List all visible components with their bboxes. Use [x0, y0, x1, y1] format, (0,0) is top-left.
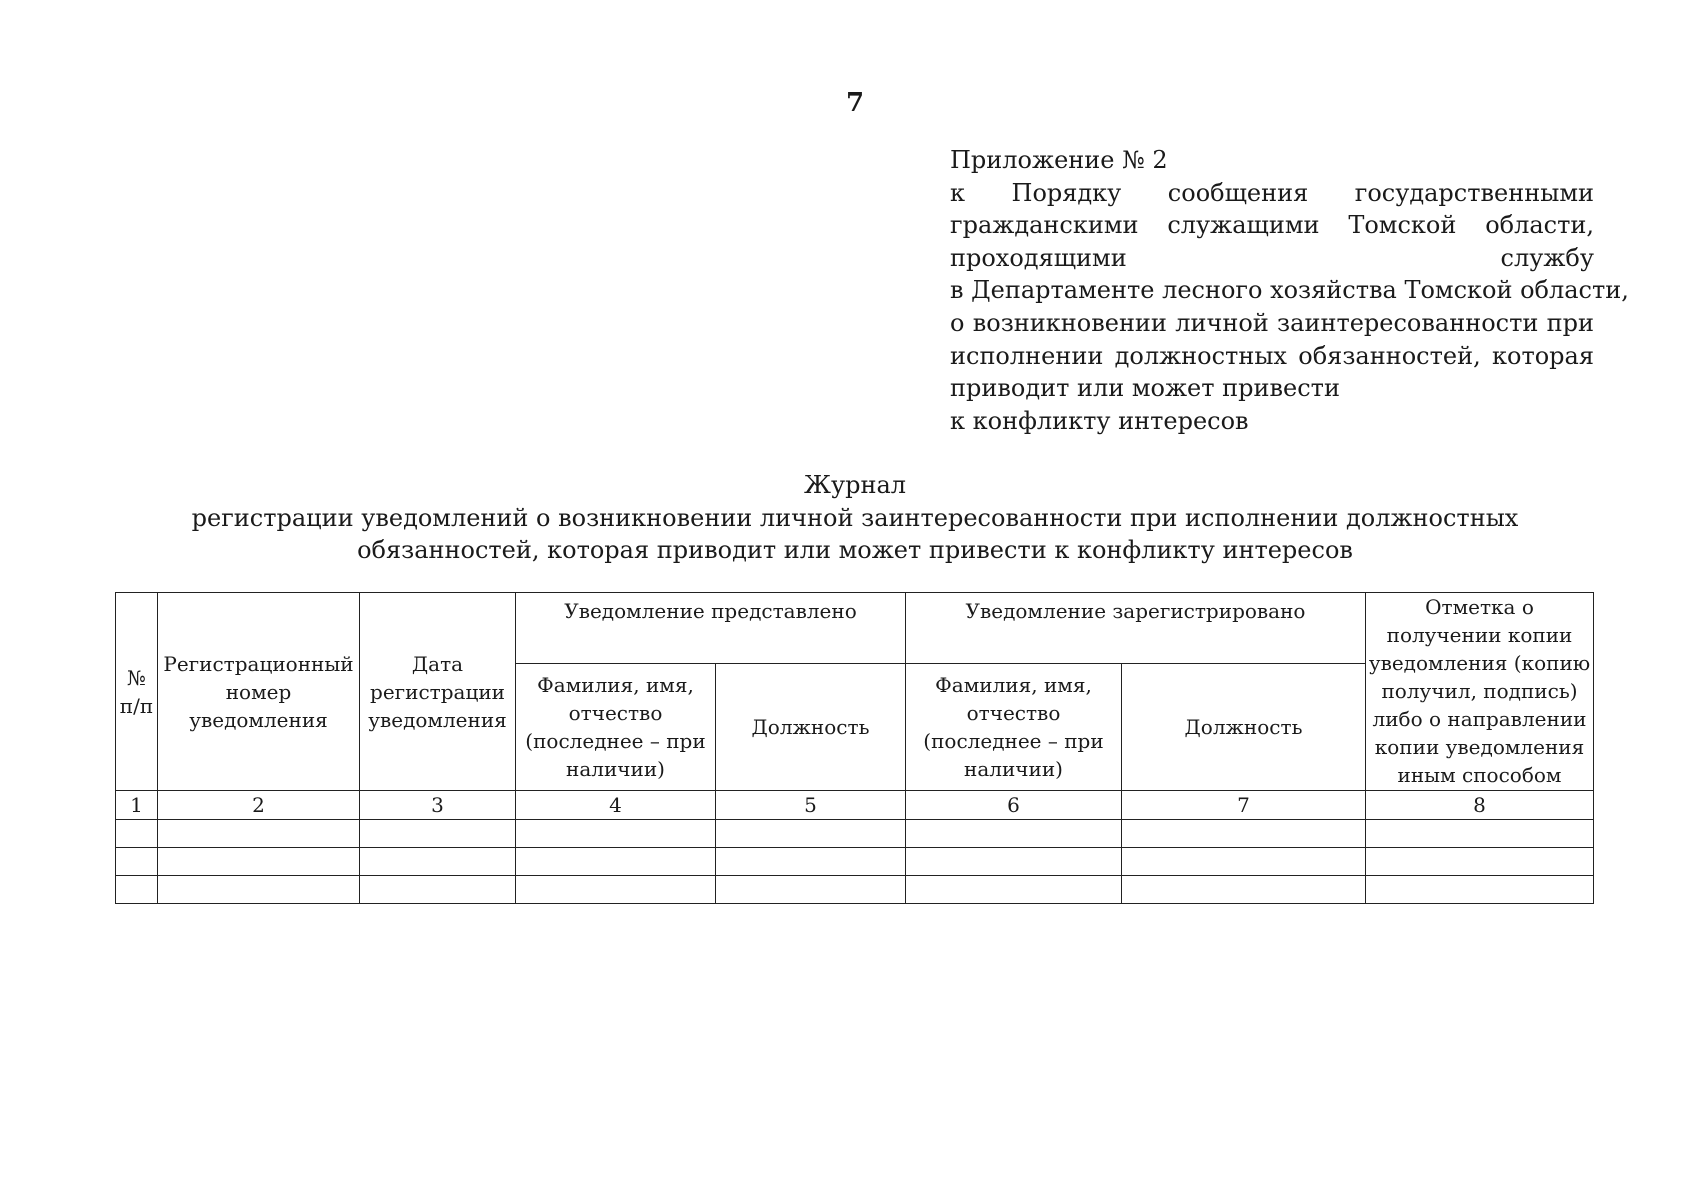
- header-submitted-name: Фамилия, имя, отчество (последнее – при наличии): [516, 664, 716, 791]
- table-cell: [116, 876, 158, 904]
- table-cell: [1122, 820, 1366, 848]
- page-number: 7: [845, 88, 865, 118]
- header-registered-position: Должность: [1122, 664, 1366, 791]
- column-number: 1: [116, 791, 158, 820]
- table-cell: [516, 876, 716, 904]
- column-number: 8: [1366, 791, 1594, 820]
- table-cell: [116, 820, 158, 848]
- table-cell: [360, 820, 516, 848]
- journal-table: [115, 592, 1594, 904]
- table-cell: [158, 876, 360, 904]
- appendix-line: о возникновении личной заинтересованности при: [950, 308, 1594, 337]
- table-cell: [716, 876, 906, 904]
- column-number: 2: [158, 791, 360, 820]
- table-cell: [1366, 820, 1594, 848]
- table-cell: [516, 848, 716, 876]
- header-reg-number: Регистрационный номер уведомления: [158, 593, 360, 791]
- appendix-line: к Порядку сообщения государственными: [950, 178, 1594, 207]
- table-cell: [360, 876, 516, 904]
- header-registered-name: Фамилия, имя, отчество (последнее – при наличии): [906, 664, 1122, 791]
- table-cell: [116, 848, 158, 876]
- appendix-line: к конфликту интересов: [950, 406, 1249, 435]
- header-registered-group: Уведомление зарегистрировано: [906, 593, 1366, 664]
- appendix-line: проходящими службу: [950, 243, 1594, 272]
- column-number: 3: [360, 791, 516, 820]
- table-cell: [906, 848, 1122, 876]
- appendix-line: гражданскими служащими Томской области,: [950, 211, 1594, 240]
- header-mark: Отметка о получении копии уведомления (копию получил, подпись) либо о направлении копии уведомления иным способом: [1366, 593, 1594, 791]
- journal-title: Журнал: [804, 471, 906, 499]
- journal-subtitle-line1: регистрации уведомлений о возникновении личной заинтересованности при исполнении должностных: [191, 503, 1519, 532]
- table-cell: [516, 820, 716, 848]
- header-reg-date: Дата регистрации уведомления: [360, 593, 516, 791]
- table-row: [116, 848, 1594, 876]
- table-row: [116, 820, 1594, 848]
- table-cell: [716, 848, 906, 876]
- column-number-row: [116, 791, 1594, 820]
- column-number: 6: [906, 791, 1122, 820]
- table-cell: [158, 848, 360, 876]
- column-number: 7: [1122, 791, 1366, 820]
- table-cell: [360, 848, 516, 876]
- table-cell: [158, 820, 360, 848]
- table-cell: [1366, 876, 1594, 904]
- column-number: 4: [516, 791, 716, 820]
- column-number: 5: [716, 791, 906, 820]
- table-cell: [1366, 848, 1594, 876]
- header-num: № п/п: [116, 593, 158, 791]
- table-cell: [1122, 876, 1366, 904]
- appendix-line: приводит или может привести: [950, 374, 1340, 403]
- header-submitted-position: Должность: [716, 664, 906, 791]
- appendix-line: исполнении должностных обязанностей, которая: [950, 341, 1594, 370]
- appendix-line: Приложение № 2: [950, 146, 1168, 174]
- table-cell: [906, 876, 1122, 904]
- table-cell: [1122, 848, 1366, 876]
- header-submitted-group: Уведомление представлено: [516, 593, 906, 664]
- journal-subtitle-line2: обязанностей, которая приводит или может привести к конфликту интересов: [357, 536, 1353, 565]
- appendix-block: [950, 144, 1629, 437]
- journal-heading: [100, 469, 1610, 567]
- table-cell: [716, 820, 906, 848]
- table-cell: [906, 820, 1122, 848]
- table-row: [116, 876, 1594, 904]
- appendix-line: в Департаменте лесного хозяйства Томской области,: [950, 276, 1629, 305]
